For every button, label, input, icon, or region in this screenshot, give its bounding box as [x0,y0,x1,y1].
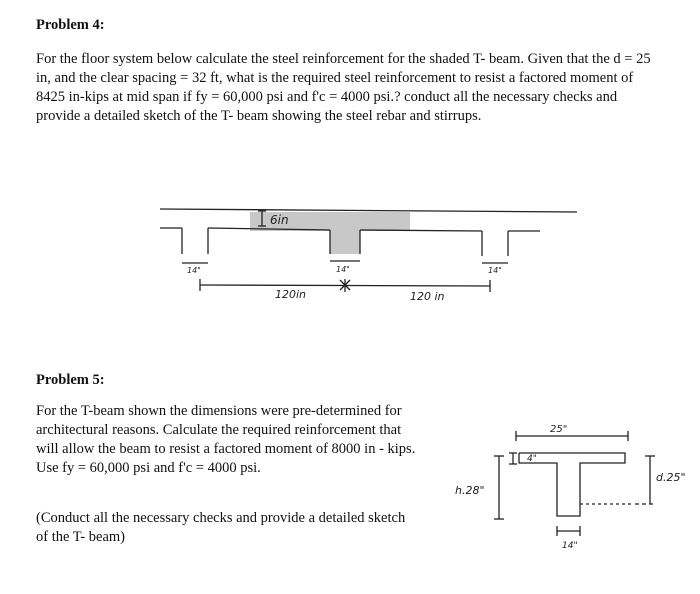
flange-width-label: 25" [550,424,568,435]
span-left-label: 120in [275,288,307,301]
t-beam-sketch [494,431,655,536]
slab-thickness-label: 6in [270,213,289,227]
total-height-label: h.28" [455,484,485,497]
problem4-body: For the floor system below calculate the steel reinforcement for the shaded T- beam. Given that the d = 25 in, and the clear spacing = 32 ft, what is the required steel reinforcement to resist a factored moment of 8425 in-kips at mid span if fy = 60,000 psi and f'c = 4000 psi.? conduct all the necessary checks and provide a detailed sketch of the T- beam showing the steel rebar and stirrups. [36,51,651,124]
problem5-heading: Problem 5: [36,372,105,388]
problem5-body: For the T-beam shown the dimensions were pre-determined for architectural reasons. Calculate the required reinforcement that will allow the beam to resist a factored moment of 8000 in - kips. Use fy = 60,000 psi and f'c = 4000 psi. [36,403,416,476]
web-width-right-label: 14" [488,266,502,275]
web-width-middle-label: 14" [336,265,350,274]
effective-depth-label: d.25" [656,471,686,484]
span-right-label: 120 in [410,290,445,303]
shaded-web [330,231,360,254]
floor-system-sketch [160,209,577,292]
problem5-note: (Conduct all the necessary checks and provide a detailed sketch of the T- beam) [36,510,406,545]
problem4-heading: Problem 4: [36,17,105,33]
web-width-label: 14" [562,541,578,551]
web-width-left-label: 14" [187,266,201,275]
flange-thickness-label: 4" [527,454,537,464]
